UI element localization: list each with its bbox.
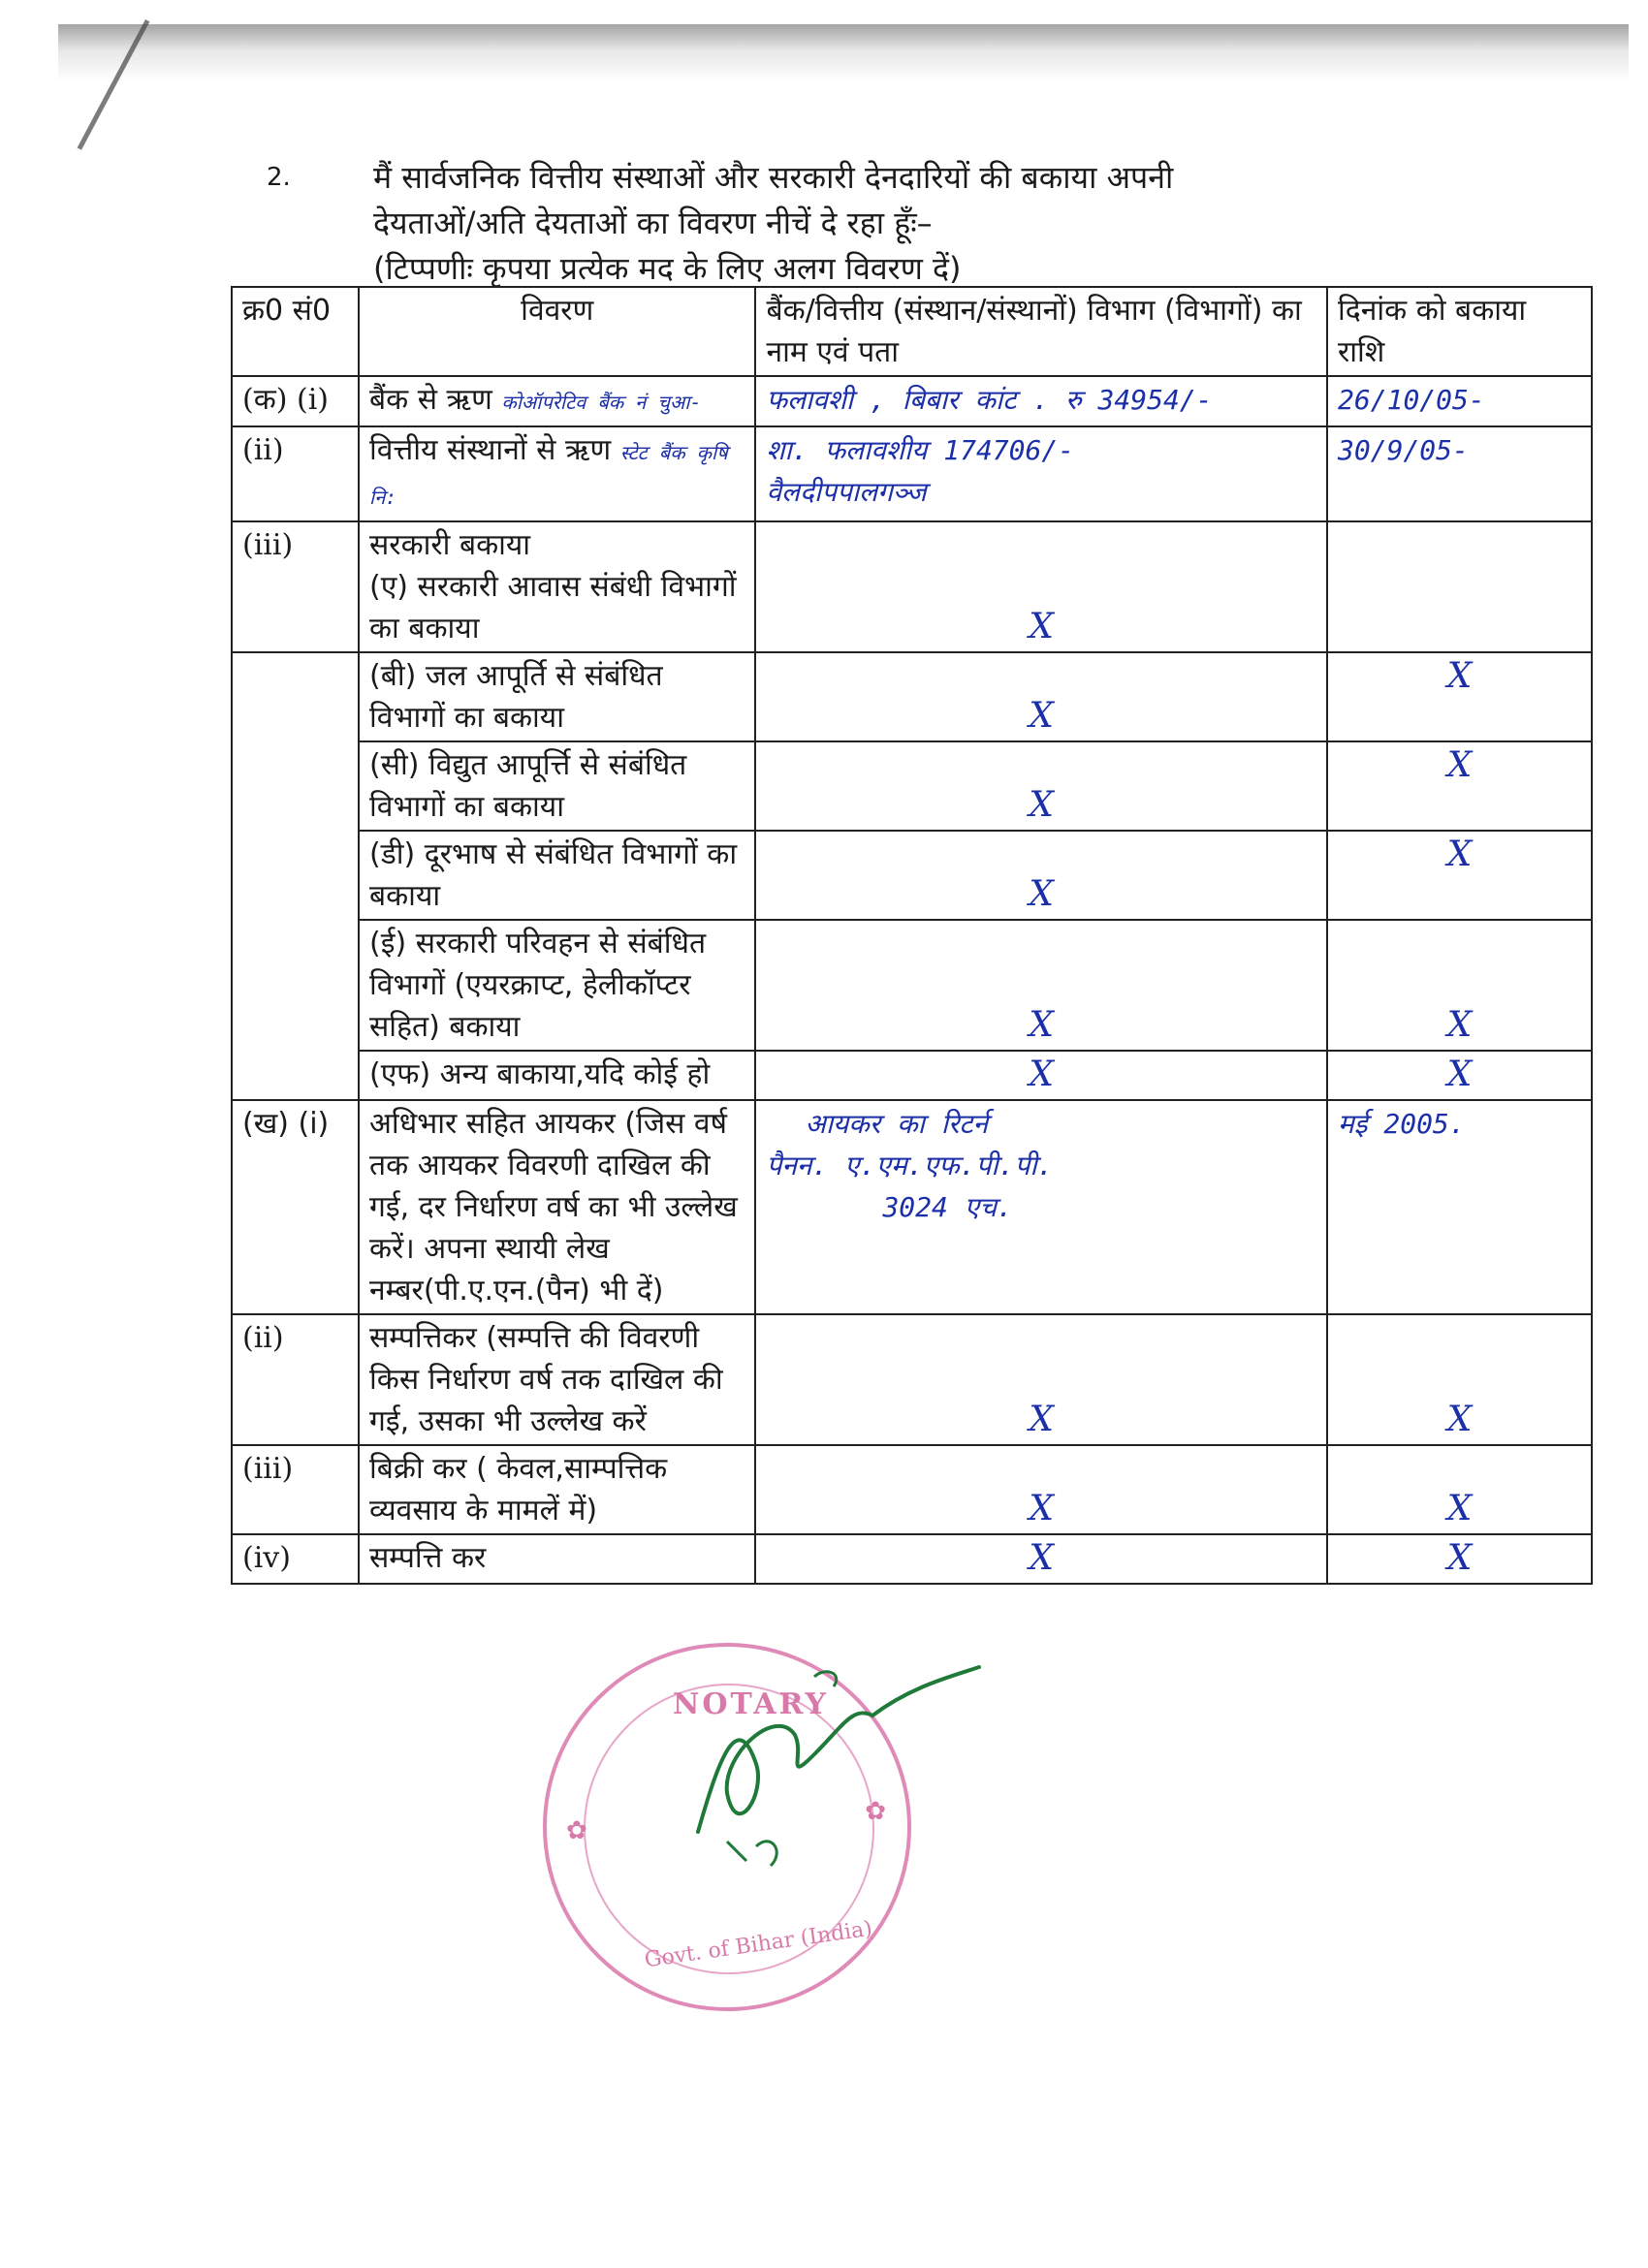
handwritten-itr: आयकर का रिटर्न bbox=[805, 1108, 989, 1140]
table-row-telephone bbox=[232, 831, 1592, 920]
cross-mark: X bbox=[1029, 874, 1055, 914]
flower-icon: ✿ bbox=[865, 1797, 886, 1826]
table-row-financial-loan bbox=[232, 426, 1592, 521]
liabilities-table bbox=[231, 286, 1593, 1585]
amount-cell bbox=[1327, 1534, 1592, 1584]
amount-cell bbox=[1327, 741, 1592, 831]
header-institution: बैंक/वित्तीय (संस्थान/संस्थानों) विभाग (विभागों) का नाम एवं पता bbox=[755, 287, 1327, 376]
cross-mark: X bbox=[1446, 1055, 1473, 1094]
serial-cell bbox=[232, 1051, 359, 1100]
stamp-footer: Govt. of Bihar (India) bbox=[643, 1916, 874, 1973]
heading-note: (टिप्पणीः कृपया प्रत्येक मद के लिए अलग विवरण दें) bbox=[373, 250, 962, 287]
section-number: 2. bbox=[267, 163, 291, 192]
table-row-other bbox=[232, 1051, 1592, 1100]
table-row-water bbox=[232, 652, 1592, 741]
institution-cell bbox=[755, 652, 1327, 741]
amount-cell bbox=[1327, 1445, 1592, 1534]
institution-cell bbox=[755, 1100, 1327, 1314]
institution-cell bbox=[755, 1445, 1327, 1534]
serial-cell bbox=[232, 741, 359, 831]
amount-cell bbox=[1327, 521, 1592, 652]
cross-mark: X bbox=[1029, 696, 1055, 736]
description-cell: (बी) जल आपूर्ति से संबंधित विभागों का बकाया bbox=[359, 652, 755, 741]
description-cell: (ई) सरकारी परिवहन से संबंधित विभागों (एयरक्राप्ट, हेलीकॉप्टर सहित) बकाया bbox=[359, 920, 755, 1051]
description-cell: सम्पत्तिकर (सम्पत्ति की विवरणी किस निर्धारण वर्ष तक दाखिल की गई, उसका भी उल्लेख करें bbox=[359, 1314, 755, 1445]
serial-cell: (iii) bbox=[232, 521, 359, 652]
cross-mark: X bbox=[1446, 835, 1473, 874]
amount-cell bbox=[1327, 1051, 1592, 1100]
table-header-row bbox=[232, 287, 1592, 376]
cross-mark: X bbox=[1446, 1005, 1473, 1045]
amount-cell bbox=[1327, 831, 1592, 920]
heading-line-1: मैं सार्वजनिक वित्तीय संस्थाओं और सरकारी देनदारियों की बकाया अपनी bbox=[373, 159, 1174, 196]
handwritten-institution: शा. फलावशीय 174706/- bbox=[766, 434, 1075, 466]
amount-cell bbox=[1327, 1314, 1592, 1445]
cross-mark: X bbox=[1029, 1055, 1055, 1094]
table-row-sales-tax bbox=[232, 1445, 1592, 1534]
cross-mark: X bbox=[1446, 745, 1473, 785]
institution-cell bbox=[755, 1534, 1327, 1584]
serial-cell: (क) (i) bbox=[232, 376, 359, 426]
institution-cell bbox=[755, 1314, 1327, 1445]
description-cell bbox=[359, 521, 755, 652]
table-row-bank-loan bbox=[232, 376, 1592, 426]
handwritten-amount: मई 2005. bbox=[1327, 1100, 1592, 1314]
cross-mark: X bbox=[1029, 1400, 1055, 1439]
handwritten-institution-line-2: वैलदीपपालगञ्ज bbox=[766, 476, 927, 508]
serial-cell bbox=[232, 831, 359, 920]
header-description: विवरण bbox=[359, 287, 755, 376]
header-serial: क्र0 सं0 bbox=[232, 287, 359, 376]
table-row-transport bbox=[232, 920, 1592, 1051]
institution-cell bbox=[755, 920, 1327, 1051]
table-row-govt-housing bbox=[232, 521, 1592, 652]
section-heading bbox=[267, 155, 1478, 292]
cross-mark: X bbox=[1029, 785, 1055, 825]
notary-signature bbox=[679, 1648, 989, 1880]
institution-cell bbox=[755, 521, 1327, 652]
table-row-electricity bbox=[232, 741, 1592, 831]
handwritten-pan: पैनन. ए.एम.एफ.पी.पी. bbox=[766, 1150, 1054, 1181]
table-row-wealth-tax bbox=[232, 1314, 1592, 1445]
handwritten-bank-name: स्टेट बैंक कृषि नि: bbox=[369, 441, 728, 509]
cross-mark: X bbox=[1446, 656, 1473, 696]
serial-cell: (iv) bbox=[232, 1534, 359, 1584]
institution-cell bbox=[755, 741, 1327, 831]
header-amount: दिनांक को बकाया राशि bbox=[1327, 287, 1592, 376]
govt-dues-title: सरकारी बकाया bbox=[369, 528, 531, 562]
serial-cell bbox=[232, 920, 359, 1051]
scan-shadow bbox=[58, 24, 1629, 82]
handwritten-amount: 30/9/05- bbox=[1327, 426, 1592, 521]
handwritten-amount: 26/10/05- bbox=[1327, 376, 1592, 426]
serial-cell: (ख) (i) bbox=[232, 1100, 359, 1314]
description-cell: (सी) विद्युत आपूर्त्ति से संबंधित विभागों का बकाया bbox=[359, 741, 755, 831]
cross-mark: X bbox=[1446, 1489, 1473, 1528]
cross-mark: X bbox=[1029, 607, 1055, 646]
institution-cell bbox=[755, 426, 1327, 521]
amount-cell bbox=[1327, 652, 1592, 741]
handwritten-pan-2: 3024 एच. bbox=[882, 1191, 1013, 1223]
serial-cell: (ii) bbox=[232, 1314, 359, 1445]
stamp-title: NOTARY bbox=[673, 1687, 829, 1721]
cross-mark: X bbox=[1446, 1400, 1473, 1439]
amount-cell bbox=[1327, 920, 1592, 1051]
flower-icon: ✿ bbox=[566, 1816, 587, 1845]
heading-line-2: देयताओं/अति देयताओं का विवरण नीचें दे रहा हूँः– bbox=[373, 205, 933, 241]
description-cell: बिक्री कर ( केवल,साम्पत्तिक व्यवसाय के मामलें में) bbox=[359, 1445, 755, 1534]
table-row-income-tax bbox=[232, 1100, 1592, 1314]
govt-housing-text: (ए) सरकारी आवास संबंधी विभागों का बकाया bbox=[369, 570, 737, 646]
serial-cell: (ii) bbox=[232, 426, 359, 521]
serial-cell bbox=[232, 652, 359, 741]
description-cell: (एफ) अन्य बाकाया,यदि कोई हो bbox=[359, 1051, 755, 1100]
cross-mark: X bbox=[1446, 1538, 1473, 1578]
institution-cell bbox=[755, 1051, 1327, 1100]
description-cell: सम्पत्ति कर bbox=[359, 1534, 755, 1584]
handwritten-bank-name: कोऑपरेटिव बैंक नं चुआ- bbox=[501, 391, 702, 414]
serial-cell: (iii) bbox=[232, 1445, 359, 1534]
institution-cell bbox=[755, 831, 1327, 920]
cross-mark: X bbox=[1029, 1005, 1055, 1045]
description-cell: (डी) दूरभाष से संबंधित विभागों का बकाया bbox=[359, 831, 755, 920]
description-cell bbox=[359, 376, 755, 426]
table-row-property-tax bbox=[232, 1534, 1592, 1584]
cross-mark: X bbox=[1029, 1538, 1055, 1578]
description-cell bbox=[359, 426, 755, 521]
handwritten-institution: फलावशी , बिबार कांट . रु 34954/- bbox=[755, 376, 1327, 426]
description-text: बैंक से ऋण bbox=[369, 383, 492, 417]
description-cell: अधिभार सहित आयकर (जिस वर्ष तक आयकर विवरणी दाखिल की गई, दर निर्धारण वर्ष का भी उल्लेख करें। अपना स्थायी लेख नम्बर(पी.ए.एन.(पैन) भी दें) bbox=[359, 1100, 755, 1314]
cross-mark: X bbox=[1029, 1489, 1055, 1528]
description-text: वित्तीय संस्थानों से ऋण bbox=[369, 433, 612, 467]
